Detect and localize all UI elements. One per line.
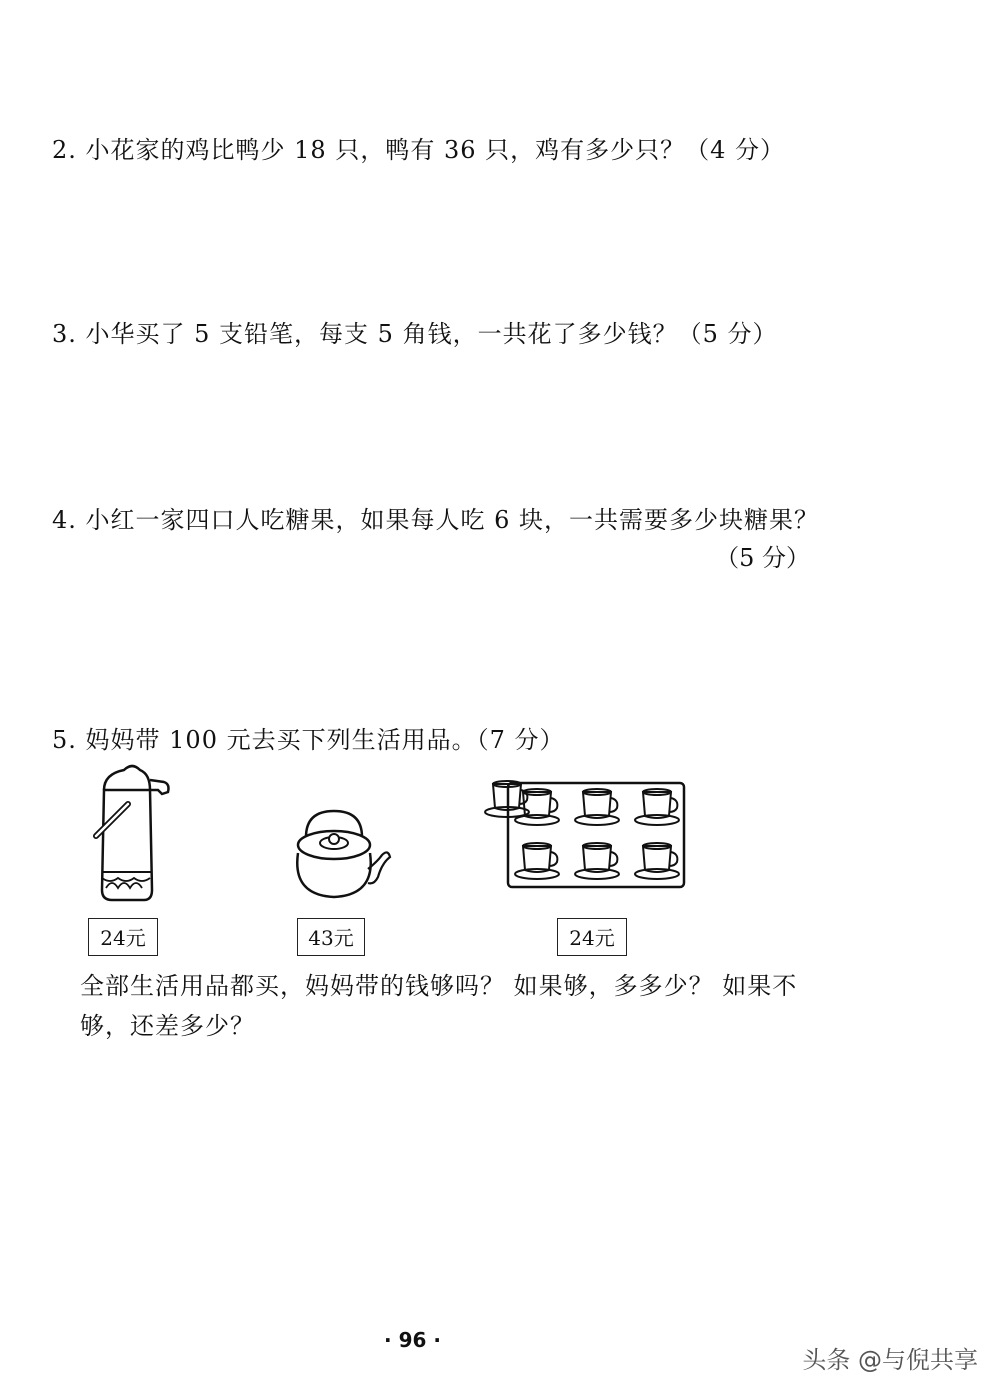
thermos-price: 24元	[88, 918, 158, 956]
cup-set-price: 24元	[557, 918, 627, 956]
question-4-score: （5 分）	[715, 544, 810, 572]
cup-set-illustration	[507, 782, 685, 888]
kettle-illustration	[292, 805, 402, 905]
page-number: · 96 ·	[384, 1328, 441, 1352]
question-5-prompt-line-1: 全部生活用品都买，妈妈带的钱够吗？ 如果够，多多少？ 如果不	[80, 972, 798, 1000]
question-3: 3. 小华买了 5 支铅笔，每支 5 角钱，一共花了多少钱？（5 分）	[52, 320, 778, 348]
question-2: 2. 小花家的鸡比鸭少 18 只，鸭有 36 只，鸡有多少只？（4 分）	[52, 136, 786, 164]
question-4: 4. 小红一家四口人吃糖果，如果每人吃 6 块，一共需要多少块糖果？	[52, 506, 820, 534]
question-5: 5. 妈妈带 100 元去买下列生活用品。（7 分）	[52, 726, 565, 754]
watermark: 头条 @与倪共享	[802, 1346, 978, 1374]
thermos-illustration	[92, 760, 182, 910]
kettle-price: 43元	[297, 918, 365, 956]
question-5-prompt-line-2: 够，还差多少？	[80, 1012, 255, 1040]
